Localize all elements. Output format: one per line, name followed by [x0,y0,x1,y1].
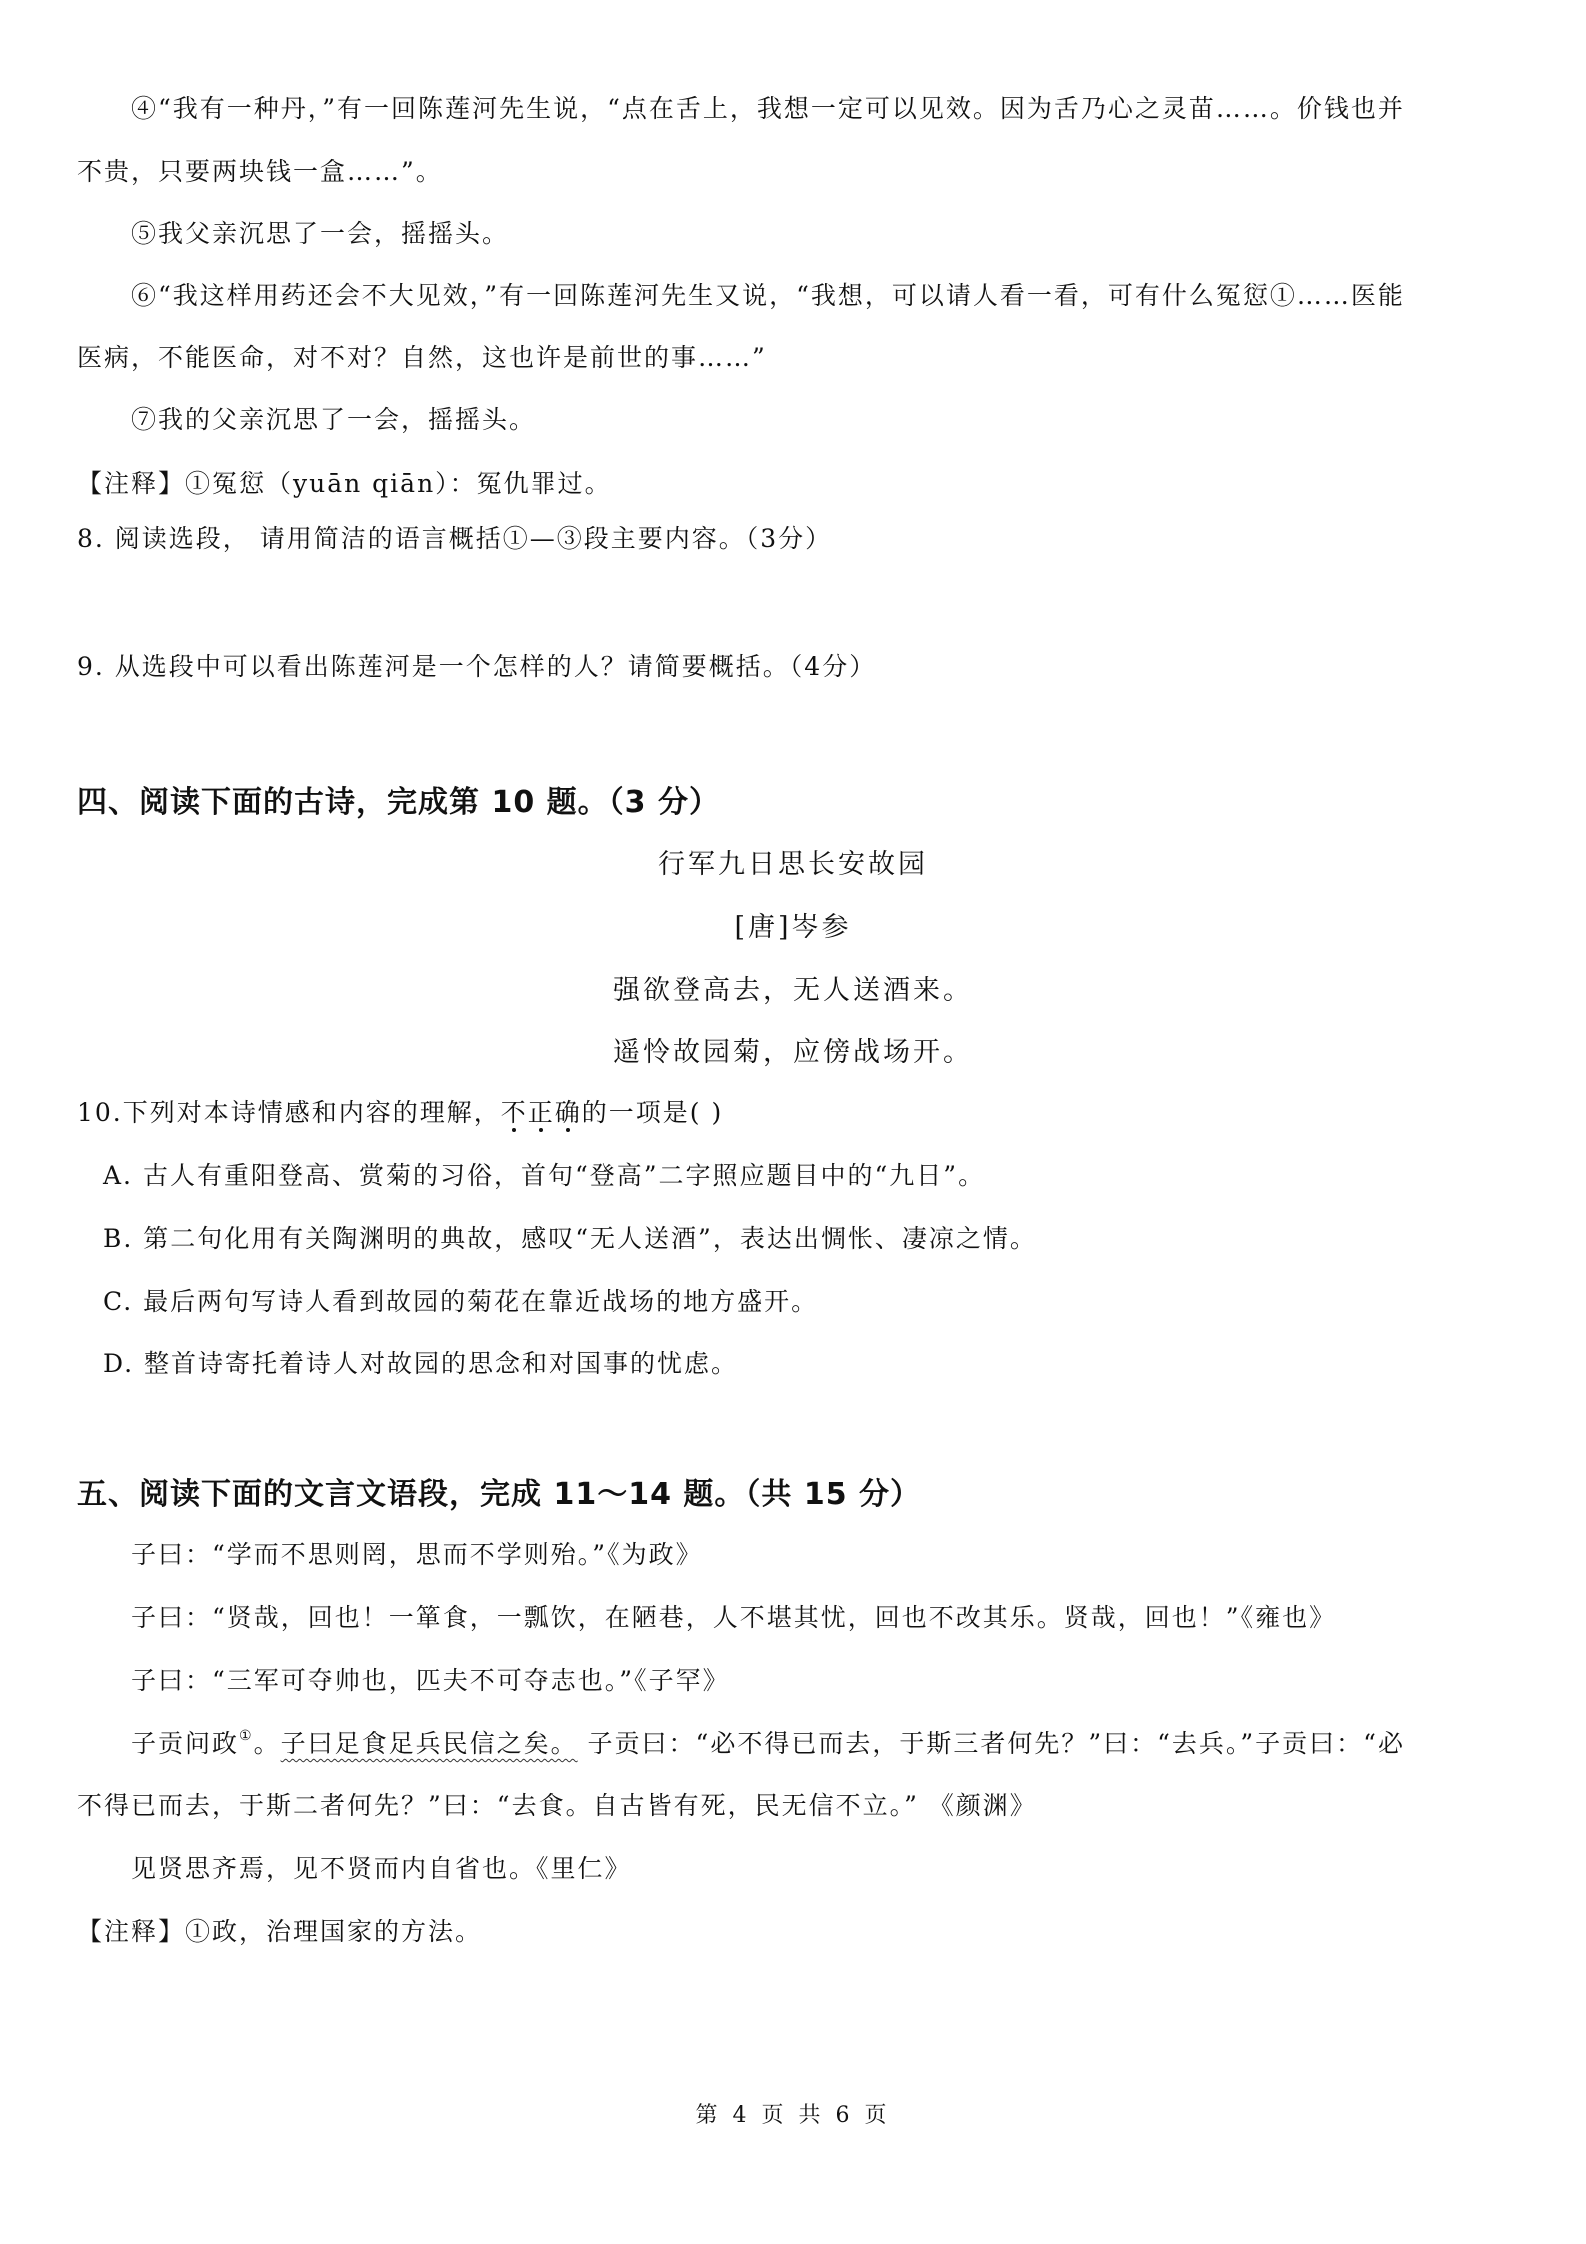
option-b: B. 第二句化用有关陶渊明的典故，感叹“无人送酒”，表达出惆怅、凄凉之情。 [103,1224,1037,1253]
poem-author: [唐]岑参 [734,912,852,943]
option-c: C. 最后两句写诗人看到故园的菊花在靠近战场的地方盛开。 [103,1287,819,1316]
classical-line-2: 子曰：“贤哉，回也！一箪食，一瓢饮，在陋巷，人不堪其忧，回也不改其乐。贤哉，回也！”《雍也》 [131,1603,1337,1632]
section-4-heading: 四、阅读下面的古诗，完成第 10 题。（3 分） [77,785,720,820]
classical-line-4-sep: 。 [253,1729,281,1758]
section-5-note: 【注释】①政，治理国家的方法。 [77,1917,483,1946]
poem-line-1: 强欲登高去，无人送酒来。 [613,975,973,1006]
story-note: 【注释】①冤愆（yuān qiān）：冤仇罪过。 [77,469,612,498]
section-5-heading: 五、阅读下面的文言文语段，完成 11～14 题。（共 15 分） [77,1477,922,1512]
question-10-prefix: 10.下列对本诗情感和内容的理解， [77,1098,501,1127]
classical-line-3: 子曰：“三军可夺帅也，匹夫不可夺志也。”《子罕》 [131,1666,730,1695]
classical-line-4 [131,1727,1405,1761]
emphasis-dots [501,1128,582,1136]
question-10-suffix: 的一项是( ) [581,1098,724,1127]
classical-line-1: 子曰：“学而不思则罔，思而不学则殆。”《为政》 [131,1540,703,1569]
paragraph-4-line-2: 不贵，只要两块钱一盒……”。 [77,157,443,186]
poem-title: 行军九日思长安故园 [658,849,928,880]
footnote-marker: ① [239,1728,254,1744]
poem-line-2: 遥怜故园菊，应傍战场开。 [613,1037,973,1068]
paragraph-6-line-2: 医病，不能医命，对不对？自然，这也许是前世的事……” [77,343,767,372]
question-9: 9. 从选段中可以看出陈莲河是一个怎样的人？请简要概括。（4分） [77,652,877,681]
classical-line-4-prefix: 子贡问政 [131,1729,240,1758]
classical-line-5: 不得已而去，于斯二者何先？”曰：“去食。自古皆有死，民无信不立。” 《颜渊》 [77,1791,1037,1820]
option-a: A. 古人有重阳登高、赏菊的习俗，首句“登高”二字照应题目中的“九日”。 [103,1161,986,1190]
classical-line-6: 见贤思齐焉，见不贤而内自省也。《里仁》 [131,1854,632,1883]
paragraph-4-line-1: ④“我有一种丹，”有一回陈莲河先生说，“点在舌上，我想一定可以见效。因为舌乃心之灵苗……。价钱也并 [131,94,1405,123]
question-10 [77,1096,723,1130]
wavy-underlined-sentence: 子曰足食足兵民信之矣。 [280,1729,578,1758]
option-d: D. 整首诗寄托着诗人对故园的思念和对国事的忧虑。 [103,1349,739,1378]
question-8: 8. 阅读选段， 请用简洁的语言概括①—③段主要内容。（3分） [77,524,833,553]
classical-line-4-rest: 子贡曰：“必不得已而去，于斯三者何先？”曰：“去兵。”子贡曰：“必 [577,1729,1405,1758]
paragraph-5: ⑤我父亲沉思了一会，摇摇头。 [131,219,510,248]
paragraph-7: ⑦我的父亲沉思了一会，摇摇头。 [131,405,537,434]
paragraph-6-line-1: ⑥“我这样用药还会不大见效，”有一回陈莲河先生又说，“我想，可以请人看一看，可有什么冤愆①……医能 [131,281,1405,310]
page-footer: 第 4 页 共 6 页 [695,2103,891,2128]
question-10-emphasis: 不正确 [501,1098,582,1127]
